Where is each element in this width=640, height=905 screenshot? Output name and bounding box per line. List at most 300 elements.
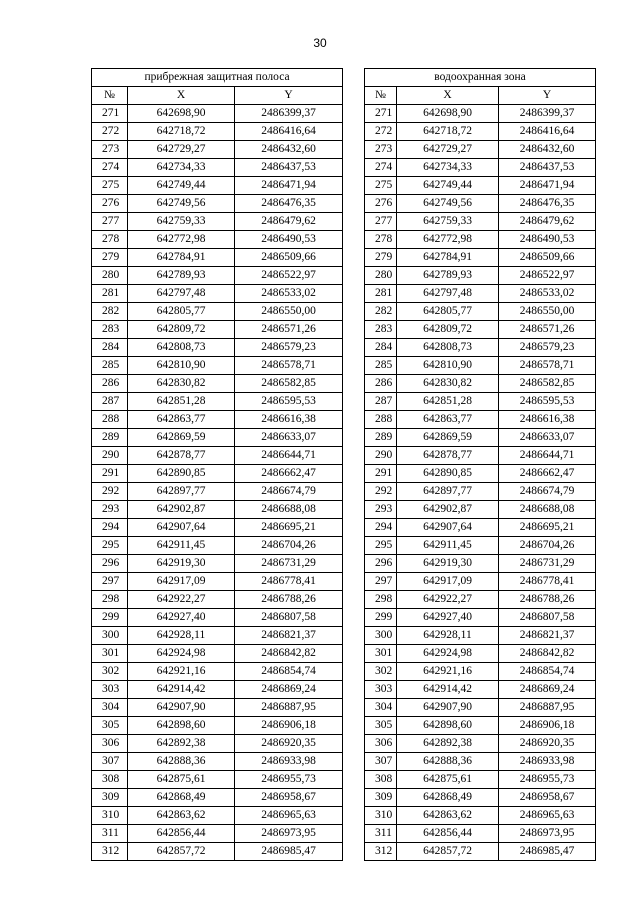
point-number-cell: 279 [365,249,397,267]
x-coordinate-cell: 642927,40 [128,609,235,627]
x-coordinate-cell: 642888,36 [397,753,499,771]
y-coordinate-cell: 2486906,18 [499,717,596,735]
y-coordinate-cell: 2486644,71 [235,447,343,465]
y-coordinate-cell: 2486854,74 [235,663,343,681]
table-row [365,213,596,231]
point-number-cell: 271 [92,105,128,123]
point-number-cell: 307 [365,753,397,771]
x-coordinate-cell: 642928,11 [397,627,499,645]
x-coordinate-cell: 642759,33 [397,213,499,231]
column-header-x: X [128,87,235,105]
x-coordinate-cell: 642809,72 [128,321,235,339]
point-number-cell: 301 [92,645,128,663]
x-coordinate-cell: 642890,85 [128,465,235,483]
x-coordinate-cell: 642856,44 [397,825,499,843]
table-row [92,249,343,267]
point-number-cell: 273 [92,141,128,159]
table-row [365,231,596,249]
table-body [365,105,596,861]
point-number-cell: 298 [365,591,397,609]
point-number-cell: 306 [92,735,128,753]
y-coordinate-cell: 2486533,02 [499,285,596,303]
table-row [92,537,343,555]
point-number-cell: 291 [365,465,397,483]
table-row [365,519,596,537]
point-number-cell: 276 [92,195,128,213]
x-coordinate-cell: 642924,98 [397,645,499,663]
y-coordinate-cell: 2486788,26 [235,591,343,609]
table-row [92,825,343,843]
table-row [365,141,596,159]
y-coordinate-cell: 2486479,62 [235,213,343,231]
column-header-y: Y [499,87,596,105]
y-coordinate-cell: 2486437,53 [235,159,343,177]
point-number-cell: 300 [92,627,128,645]
table-row [92,699,343,717]
y-coordinate-cell: 2486955,73 [235,771,343,789]
column-header-number: № [365,87,397,105]
table-row [92,681,343,699]
x-coordinate-cell: 642789,93 [128,267,235,285]
table-row [365,267,596,285]
column-header-number: № [92,87,128,105]
table-title: водоохранная зона [365,69,596,87]
point-number-cell: 275 [365,177,397,195]
point-number-cell: 285 [92,357,128,375]
y-coordinate-cell: 2486578,71 [499,357,596,375]
y-coordinate-cell: 2486887,95 [235,699,343,717]
x-coordinate-cell: 642875,61 [397,771,499,789]
table-row [365,177,596,195]
table-row [92,627,343,645]
x-coordinate-cell: 642898,60 [128,717,235,735]
y-coordinate-cell: 2486582,85 [499,375,596,393]
x-coordinate-cell: 642911,45 [397,537,499,555]
y-coordinate-cell: 2486933,98 [499,753,596,771]
y-coordinate-cell: 2486688,08 [499,501,596,519]
y-coordinate-cell: 2486920,35 [499,735,596,753]
x-coordinate-cell: 642809,72 [397,321,499,339]
y-coordinate-cell: 2486807,58 [499,609,596,627]
y-coordinate-cell: 2486550,00 [499,303,596,321]
y-coordinate-cell: 2486704,26 [499,537,596,555]
y-coordinate-cell: 2486509,66 [499,249,596,267]
coordinates-tables [91,68,595,857]
x-coordinate-cell: 642797,48 [128,285,235,303]
point-number-cell: 290 [365,447,397,465]
point-number-cell: 308 [365,771,397,789]
table-row [92,573,343,591]
x-coordinate-cell: 642797,48 [397,285,499,303]
point-number-cell: 295 [92,537,128,555]
table-row [365,447,596,465]
x-coordinate-cell: 642921,16 [128,663,235,681]
point-number-cell: 293 [365,501,397,519]
y-coordinate-cell: 2486471,94 [499,177,596,195]
x-coordinate-cell: 642749,56 [128,195,235,213]
y-coordinate-cell: 2486490,53 [235,231,343,249]
point-number-cell: 305 [92,717,128,735]
x-coordinate-cell: 642749,44 [128,177,235,195]
y-coordinate-cell: 2486509,66 [235,249,343,267]
table-row [365,195,596,213]
x-coordinate-cell: 642902,87 [397,501,499,519]
x-coordinate-cell: 642805,77 [397,303,499,321]
x-coordinate-cell: 642808,73 [128,339,235,357]
point-number-cell: 283 [92,321,128,339]
x-coordinate-cell: 642902,87 [128,501,235,519]
x-coordinate-cell: 642784,91 [397,249,499,267]
y-coordinate-cell: 2486479,62 [499,213,596,231]
table-row [92,753,343,771]
point-number-cell: 305 [365,717,397,735]
point-number-cell: 279 [92,249,128,267]
x-coordinate-cell: 642830,82 [128,375,235,393]
point-number-cell: 290 [92,447,128,465]
point-number-cell: 282 [92,303,128,321]
point-number-cell: 311 [365,825,397,843]
x-coordinate-cell: 642914,42 [128,681,235,699]
table-row [92,375,343,393]
x-coordinate-cell: 642907,90 [397,699,499,717]
y-coordinate-cell: 2486471,94 [235,177,343,195]
point-number-cell: 287 [365,393,397,411]
point-number-cell: 298 [92,591,128,609]
y-coordinate-cell: 2486674,79 [499,483,596,501]
y-coordinate-cell: 2486985,47 [235,843,343,861]
point-number-cell: 310 [92,807,128,825]
x-coordinate-cell: 642857,72 [128,843,235,861]
y-coordinate-cell: 2486674,79 [235,483,343,501]
point-number-cell: 282 [365,303,397,321]
y-coordinate-cell: 2486869,24 [499,681,596,699]
y-coordinate-cell: 2486522,97 [235,267,343,285]
point-number-cell: 285 [365,357,397,375]
table-row [92,321,343,339]
point-number-cell: 288 [92,411,128,429]
point-number-cell: 304 [92,699,128,717]
point-number-cell: 299 [92,609,128,627]
x-coordinate-cell: 642851,28 [397,393,499,411]
table-row [365,501,596,519]
point-number-cell: 272 [92,123,128,141]
table-row [365,699,596,717]
x-coordinate-cell: 642734,33 [128,159,235,177]
table-row [92,195,343,213]
x-coordinate-cell: 642911,45 [128,537,235,555]
y-coordinate-cell: 2486416,64 [499,123,596,141]
point-number-cell: 286 [92,375,128,393]
point-number-cell: 300 [365,627,397,645]
point-number-cell: 273 [365,141,397,159]
table-row [92,105,343,123]
y-coordinate-cell: 2486662,47 [235,465,343,483]
table-row [92,663,343,681]
table-row [92,411,343,429]
point-number-cell: 276 [365,195,397,213]
y-coordinate-cell: 2486842,82 [235,645,343,663]
y-coordinate-cell: 2486533,02 [235,285,343,303]
y-coordinate-cell: 2486854,74 [499,663,596,681]
x-coordinate-cell: 642718,72 [128,123,235,141]
coastal-protection-strip-table [91,68,343,861]
x-coordinate-cell: 642888,36 [128,753,235,771]
table-row [92,645,343,663]
x-coordinate-cell: 642892,38 [128,735,235,753]
y-coordinate-cell: 2486582,85 [235,375,343,393]
point-number-cell: 289 [92,429,128,447]
table-row [365,249,596,267]
y-coordinate-cell: 2486731,29 [499,555,596,573]
table-row [365,375,596,393]
x-coordinate-cell: 642789,93 [397,267,499,285]
x-coordinate-cell: 642907,64 [397,519,499,537]
point-number-cell: 294 [365,519,397,537]
x-coordinate-cell: 642919,30 [128,555,235,573]
x-coordinate-cell: 642927,40 [397,609,499,627]
table-row [365,753,596,771]
table-row [92,483,343,501]
point-number-cell: 289 [365,429,397,447]
point-number-cell: 281 [92,285,128,303]
y-coordinate-cell: 2486973,95 [499,825,596,843]
y-coordinate-cell: 2486704,26 [235,537,343,555]
y-coordinate-cell: 2486633,07 [499,429,596,447]
x-coordinate-cell: 642875,61 [128,771,235,789]
x-coordinate-cell: 642914,42 [397,681,499,699]
point-number-cell: 304 [365,699,397,717]
x-coordinate-cell: 642917,09 [397,573,499,591]
y-coordinate-cell: 2486416,64 [235,123,343,141]
water-protection-zone-table [364,68,596,861]
table-row [365,789,596,807]
table-row [365,591,596,609]
table-row [365,321,596,339]
x-coordinate-cell: 642928,11 [128,627,235,645]
y-coordinate-cell: 2486985,47 [499,843,596,861]
y-coordinate-cell: 2486778,41 [235,573,343,591]
table-row [92,609,343,627]
x-coordinate-cell: 642878,77 [128,447,235,465]
y-coordinate-cell: 2486688,08 [235,501,343,519]
table-row [365,573,596,591]
table-row [365,429,596,447]
point-number-cell: 303 [92,681,128,699]
x-coordinate-cell: 642897,77 [397,483,499,501]
y-coordinate-cell: 2486399,37 [499,105,596,123]
x-coordinate-cell: 642772,98 [397,231,499,249]
x-coordinate-cell: 642892,38 [397,735,499,753]
table-row [92,357,343,375]
table-row [365,771,596,789]
table-row [365,609,596,627]
x-coordinate-cell: 642698,90 [128,105,235,123]
y-coordinate-cell: 2486965,63 [499,807,596,825]
point-number-cell: 301 [365,645,397,663]
x-coordinate-cell: 642878,77 [397,447,499,465]
x-coordinate-cell: 642857,72 [397,843,499,861]
y-coordinate-cell: 2486432,60 [499,141,596,159]
point-number-cell: 283 [365,321,397,339]
y-coordinate-cell: 2486571,26 [499,321,596,339]
point-number-cell: 311 [92,825,128,843]
table-row [365,123,596,141]
table-row [365,555,596,573]
table-row [365,105,596,123]
x-coordinate-cell: 642863,77 [397,411,499,429]
x-coordinate-cell: 642868,49 [397,789,499,807]
table-row [92,267,343,285]
table-row [365,393,596,411]
table-row [365,465,596,483]
table-row [365,357,596,375]
y-coordinate-cell: 2486965,63 [235,807,343,825]
x-coordinate-cell: 642863,62 [128,807,235,825]
table-row [92,717,343,735]
y-coordinate-cell: 2486522,97 [499,267,596,285]
y-coordinate-cell: 2486633,07 [235,429,343,447]
table-row [365,807,596,825]
y-coordinate-cell: 2486695,21 [235,519,343,537]
x-coordinate-cell: 642851,28 [128,393,235,411]
x-coordinate-cell: 642919,30 [397,555,499,573]
y-coordinate-cell: 2486437,53 [499,159,596,177]
table-row [92,303,343,321]
x-coordinate-cell: 642863,62 [397,807,499,825]
x-coordinate-cell: 642907,90 [128,699,235,717]
x-coordinate-cell: 642729,27 [128,141,235,159]
table-row [365,285,596,303]
table-row [92,807,343,825]
x-coordinate-cell: 642749,44 [397,177,499,195]
table-row [92,231,343,249]
table-row [365,411,596,429]
x-coordinate-cell: 642922,27 [397,591,499,609]
point-number-cell: 296 [92,555,128,573]
page-number: 30 [313,36,327,50]
x-coordinate-cell: 642863,77 [128,411,235,429]
table-row [92,393,343,411]
point-number-cell: 284 [365,339,397,357]
y-coordinate-cell: 2486550,00 [235,303,343,321]
table-row [365,483,596,501]
table-row [92,771,343,789]
y-coordinate-cell: 2486490,53 [499,231,596,249]
table-row [92,735,343,753]
x-coordinate-cell: 642805,77 [128,303,235,321]
x-coordinate-cell: 642907,64 [128,519,235,537]
x-coordinate-cell: 642698,90 [397,105,499,123]
x-coordinate-cell: 642759,33 [128,213,235,231]
table-row [92,501,343,519]
point-number-cell: 302 [92,663,128,681]
point-number-cell: 306 [365,735,397,753]
y-coordinate-cell: 2486571,26 [235,321,343,339]
point-number-cell: 286 [365,375,397,393]
y-coordinate-cell: 2486616,38 [499,411,596,429]
point-number-cell: 312 [365,843,397,861]
table-body [92,105,343,861]
y-coordinate-cell: 2486955,73 [499,771,596,789]
table-row [365,681,596,699]
point-number-cell: 309 [365,789,397,807]
point-number-cell: 309 [92,789,128,807]
x-coordinate-cell: 642808,73 [397,339,499,357]
y-coordinate-cell: 2486695,21 [499,519,596,537]
table-row [92,465,343,483]
y-coordinate-cell: 2486578,71 [235,357,343,375]
table-row [92,519,343,537]
table-row [92,591,343,609]
table-row [92,429,343,447]
x-coordinate-cell: 642784,91 [128,249,235,267]
column-header-y: Y [235,87,343,105]
table-row [92,339,343,357]
point-number-cell: 307 [92,753,128,771]
y-coordinate-cell: 2486476,35 [499,195,596,213]
table-row [365,843,596,861]
table-row [365,627,596,645]
x-coordinate-cell: 642810,90 [397,357,499,375]
point-number-cell: 277 [92,213,128,231]
point-number-cell: 277 [365,213,397,231]
point-number-cell: 302 [365,663,397,681]
point-number-cell: 292 [92,483,128,501]
y-coordinate-cell: 2486842,82 [499,645,596,663]
y-coordinate-cell: 2486432,60 [235,141,343,159]
table-row [92,555,343,573]
table-row [365,663,596,681]
y-coordinate-cell: 2486579,23 [499,339,596,357]
point-number-cell: 308 [92,771,128,789]
y-coordinate-cell: 2486644,71 [499,447,596,465]
y-coordinate-cell: 2486887,95 [499,699,596,717]
y-coordinate-cell: 2486958,67 [499,789,596,807]
y-coordinate-cell: 2486731,29 [235,555,343,573]
table-row [365,717,596,735]
y-coordinate-cell: 2486973,95 [235,825,343,843]
x-coordinate-cell: 642898,60 [397,717,499,735]
point-number-cell: 271 [365,105,397,123]
x-coordinate-cell: 642810,90 [128,357,235,375]
point-number-cell: 297 [365,573,397,591]
table-row [365,645,596,663]
point-number-cell: 287 [92,393,128,411]
point-number-cell: 274 [365,159,397,177]
point-number-cell: 299 [365,609,397,627]
table-row [365,537,596,555]
y-coordinate-cell: 2486821,37 [235,627,343,645]
x-coordinate-cell: 642897,77 [128,483,235,501]
x-coordinate-cell: 642869,59 [397,429,499,447]
table-row [92,789,343,807]
y-coordinate-cell: 2486958,67 [235,789,343,807]
point-number-cell: 291 [92,465,128,483]
x-coordinate-cell: 642830,82 [397,375,499,393]
point-number-cell: 296 [365,555,397,573]
y-coordinate-cell: 2486595,53 [499,393,596,411]
point-number-cell: 295 [365,537,397,555]
y-coordinate-cell: 2486616,38 [235,411,343,429]
y-coordinate-cell: 2486788,26 [499,591,596,609]
point-number-cell: 278 [365,231,397,249]
table-row [92,447,343,465]
table-row [92,123,343,141]
table-row [365,159,596,177]
point-number-cell: 280 [92,267,128,285]
x-coordinate-cell: 642734,33 [397,159,499,177]
y-coordinate-cell: 2486906,18 [235,717,343,735]
